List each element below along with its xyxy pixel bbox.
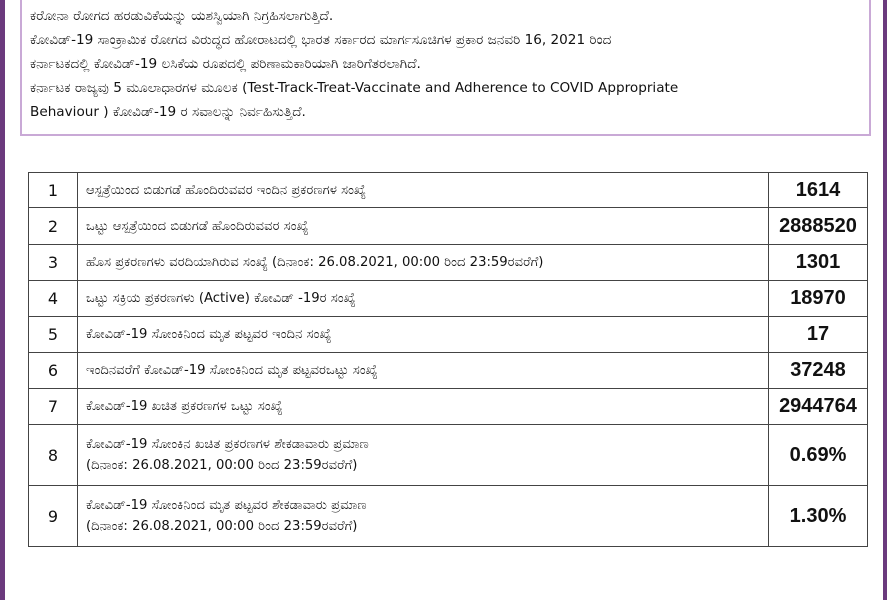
row-description: ಕೋವಿಡ್-19 ಸೋಂಕಿನಿಂದ ಮೃತ ಪಟ್ಟವರ ಇಂದಿನ ಸಂಖ್ಯೆ (78, 317, 769, 353)
row-description: ಆಸ್ಪತ್ರೆಯಿಂದ ಬಿಡುಗಡೆ ಹೊಂದಿರುವವರ ಇಂದಿನ ಪ್ರಕರಣಗಳ ಸಂಖ್ಯೆ (78, 173, 769, 208)
row-description: ಒಟ್ಟು ಆಸ್ಪತ್ರೆಯಿಂದ ಬಿಡುಗಡೆ ಹೊಂದಿರುವವರ ಸಂಖ್ಯೆ (78, 208, 769, 245)
row-description: ಒಟ್ಟು ಸಕ್ರಿಯ ಪ್ರಕರಣಗಳು (Active) ಕೋವಿಡ್ -19ರ ಸಂಖ್ಯೆ (78, 281, 769, 317)
row-number: 2 (29, 208, 78, 245)
table-row (29, 245, 868, 281)
intro-line-5: Behaviour ) ಕೋವಿಡ್-19 ರ ಸವಾಲನ್ನು ನಿರ್ವಹಿಸುತ್ತಿದೆ. (30, 104, 306, 120)
row-value: 2944764 (769, 389, 868, 425)
row-value: 2888520 (769, 208, 868, 245)
row-number: 6 (29, 353, 78, 389)
intro-line-3: ಕರ್ನಾಟಕದಲ್ಲಿ ಕೋವಿಡ್-19 ಲಸಿಕೆಯ ರೂಪದಲ್ಲಿ ಪರಿಣಾಮಕಾರಿಯಾಗಿ ಜಾರಿಗೆತರಲಾಗಿದೆ. (30, 56, 421, 72)
row-description: ಕೋವಿಡ್-19 ಸೋಂಕಿನ ಖಚಿತ ಪ್ರಕರಣಗಳ ಶೇಕಡಾವಾರು ಪ್ರಮಾಣ (86, 437, 369, 452)
row-number: 4 (29, 281, 78, 317)
intro-box (20, 0, 871, 136)
row-description-cell (78, 486, 769, 547)
row-description: ಇಂದಿನವರೆಗೆ ಕೋವಿಡ್-19 ಸೋಂಕಿನಿಂದ ಮೃತ ಪಟ್ಟವರಒಟ್ಟು ಸಂಖ್ಯೆ (78, 353, 769, 389)
table-row (29, 425, 868, 486)
row-value: 1.30% (769, 486, 868, 547)
covid-stats-table (28, 172, 868, 547)
row-value: 1614 (769, 173, 868, 208)
row-description: ಕೋವಿಡ್-19 ಸೋಂಕಿನಿಂದ ಮೃತ ಪಟ್ಟವರ ಶೇಕಡಾವಾರು ಪ್ರಮಾಣ (86, 498, 367, 513)
row-date-range: (ದಿನಾಂಕ: 26.08.2021, 00:00 ರಿಂದ 23:59ರವರೆಗೆ) (86, 458, 358, 473)
intro-line-2: ಕೋವಿಡ್-19 ಸಾಂಕ್ರಾಮಿಕ ರೋಗದ ವಿರುದ್ಧದ ಹೋರಾಟದಲ್ಲಿ ಭಾರತ ಸರ್ಕಾರದ ಮಾರ್ಗಸೂಚಿಗಳ ಪ್ರಕಾರ ಜನವರಿ 16, 2021 ರಿಂದ (30, 32, 612, 48)
row-value: 0.69% (769, 425, 868, 486)
page-frame-right (883, 0, 887, 600)
row-value: 18970 (769, 281, 868, 317)
row-number: 5 (29, 317, 78, 353)
table-row (29, 317, 868, 353)
row-value: 37248 (769, 353, 868, 389)
row-date-range: (ದಿನಾಂಕ: 26.08.2021, 00:00 ರಿಂದ 23:59ರವರೆಗೆ) (86, 519, 358, 534)
intro-line-1: ಕರೋನಾ ರೋಗದ ಹರಡುವಿಕೆಯನ್ನು ಯಶಸ್ವಿಯಾಗಿ ನಿಗ್ರಹಿಸಲಾಗುತ್ತಿದೆ. (30, 8, 334, 24)
table-row (29, 208, 868, 245)
table-row (29, 353, 868, 389)
table-row (29, 173, 868, 208)
row-number: 7 (29, 389, 78, 425)
row-number: 9 (29, 486, 78, 547)
row-number: 1 (29, 173, 78, 208)
row-description-cell (78, 425, 769, 486)
table-row (29, 486, 868, 547)
row-number: 3 (29, 245, 78, 281)
row-description: ಕೋವಿಡ್-19 ಖಚಿತ ಪ್ರಕರಣಗಳ ಒಟ್ಟು ಸಂಖ್ಯೆ (78, 389, 769, 425)
row-description: ಹೊಸ ಪ್ರಕರಣಗಳು ವರದಿಯಾಗಿರುವ ಸಂಖ್ಯೆ (ದಿನಾಂಕ: 26.08.2021, 00:00 ರಿಂದ 23:59ರವರೆಗೆ) (78, 245, 769, 281)
table-row (29, 389, 868, 425)
row-value: 17 (769, 317, 868, 353)
row-value: 1301 (769, 245, 868, 281)
intro-line-4: ಕರ್ನಾಟಕ ರಾಜ್ಯವು 5 ಮೂಲಾಧಾರಗಳ ಮೂಲಕ (Test-Track-Treat-Vaccinate and Adherence to COVID Appropriate (30, 80, 679, 96)
page-frame-left (0, 0, 5, 600)
row-number: 8 (29, 425, 78, 486)
table-row (29, 281, 868, 317)
